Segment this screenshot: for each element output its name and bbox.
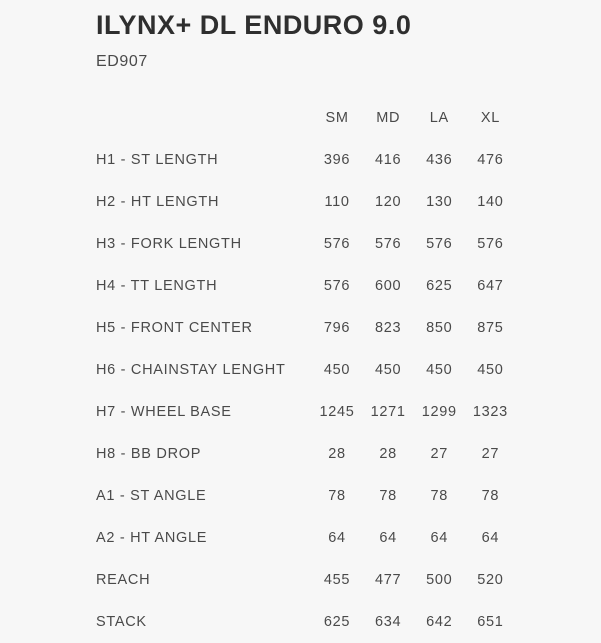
cell-value: 576: [323, 236, 351, 252]
cell-value: 450: [426, 362, 453, 378]
cell-value: 823: [375, 320, 402, 336]
cell-value: 450: [375, 362, 402, 378]
cell-value: 576: [375, 236, 402, 252]
cell-value: 651: [477, 614, 504, 630]
cell-value: 416: [375, 152, 402, 168]
row-label: H5 - FRONT CENTER: [96, 320, 253, 336]
cell-value: 625: [323, 614, 351, 630]
cell-value: 64: [481, 530, 500, 546]
cell-value: 576: [477, 236, 504, 252]
row-label: H2 - HT LENGTH: [96, 194, 220, 210]
geometry-table: [96, 97, 516, 643]
cell-value: 1299: [421, 404, 457, 420]
cell-value: 796: [323, 320, 351, 336]
table-row: [96, 475, 516, 517]
cell-value: 78: [328, 488, 346, 504]
cell-value: 436: [426, 152, 453, 168]
cell-value: 64: [379, 530, 397, 546]
model-code: ED907: [96, 53, 148, 70]
cell-value: 120: [375, 194, 402, 210]
cell-value: 64: [430, 530, 449, 546]
cell-value: 476: [477, 152, 504, 168]
row-label: H1 - ST LENGTH: [96, 152, 219, 168]
size-column-header-xl: XL: [480, 110, 500, 126]
cell-value: 1271: [370, 404, 406, 420]
cell-value: 600: [375, 278, 402, 294]
cell-value: 27: [481, 446, 500, 462]
cell-value: 27: [430, 446, 449, 462]
cell-value: 78: [379, 488, 397, 504]
cell-value: 576: [426, 236, 453, 252]
cell-value: 28: [379, 446, 397, 462]
table-row: [96, 559, 516, 601]
cell-value: 647: [477, 278, 504, 294]
row-label: A1 - ST ANGLE: [96, 488, 207, 504]
cell-value: 625: [426, 278, 453, 294]
table-row: [96, 265, 516, 307]
cell-value: 634: [375, 614, 402, 630]
table-row: [96, 181, 516, 223]
cell-value: 130: [426, 194, 453, 210]
table-row: [96, 433, 516, 475]
table-row: [96, 223, 516, 265]
measurement-column-header: [96, 97, 312, 139]
cell-value: 520: [477, 572, 504, 588]
cell-value: 450: [323, 362, 351, 378]
row-label: H3 - FORK LENGTH: [96, 236, 242, 252]
cell-value: 455: [323, 572, 351, 588]
cell-value: 642: [426, 614, 453, 630]
cell-value: 78: [481, 488, 500, 504]
cell-value: 110: [324, 194, 350, 210]
row-label: REACH: [96, 572, 151, 588]
cell-value: 850: [426, 320, 453, 336]
row-label: H6 - CHAINSTAY LENGHT: [96, 362, 286, 378]
table-row: [96, 139, 516, 181]
table-row: [96, 307, 516, 349]
table-row: [96, 391, 516, 433]
row-label: A2 - HT ANGLE: [96, 530, 208, 546]
size-column-header-sm: SM: [325, 110, 349, 126]
size-column-header-md: MD: [376, 110, 401, 126]
row-label: STACK: [96, 614, 147, 630]
row-label: H8 - BB DROP: [96, 446, 202, 462]
cell-value: 396: [323, 152, 351, 168]
table-row: [96, 517, 516, 559]
cell-value: 477: [375, 572, 402, 588]
size-column-header-la: LA: [429, 110, 449, 126]
page-title: ILYNX+ DL ENDURO 9.0: [96, 10, 412, 40]
cell-value: 64: [328, 530, 346, 546]
cell-value: 1245: [319, 404, 355, 420]
cell-value: 140: [477, 194, 504, 210]
cell-value: 875: [477, 320, 504, 336]
cell-value: 500: [426, 572, 453, 588]
row-label: H7 - WHEEL BASE: [96, 404, 232, 420]
table-row: [96, 349, 516, 391]
cell-value: 576: [323, 278, 351, 294]
cell-value: 28: [328, 446, 346, 462]
table-row: [96, 601, 516, 643]
table-header-row: [96, 97, 516, 139]
cell-value: 450: [477, 362, 504, 378]
cell-value: 78: [430, 488, 449, 504]
row-label: H4 - TT LENGTH: [96, 278, 218, 294]
cell-value: 1323: [472, 404, 508, 420]
